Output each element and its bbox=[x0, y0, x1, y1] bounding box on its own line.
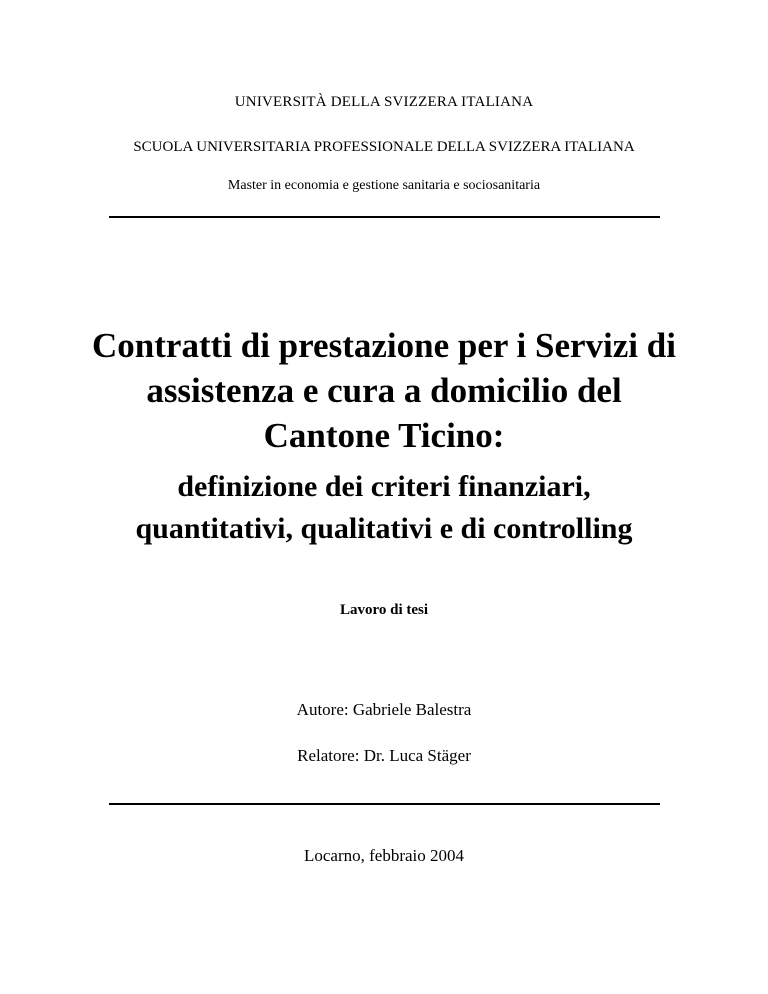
bottom-divider bbox=[109, 803, 660, 805]
author: Autore: Gabriele Balestra bbox=[296, 700, 472, 719]
school-name: SCUOLA UNIVERSITARIA PROFESSIONALE DELLA SVIZZERA ITALIANA bbox=[133, 139, 635, 155]
university-name: UNIVERSITÀ DELLA SVIZZERA ITALIANA bbox=[234, 94, 534, 110]
thesis-subtitle-line: definizione dei criteri finanziari, bbox=[177, 470, 591, 503]
advisor: Relatore: Dr. Luca Stäger bbox=[297, 746, 471, 765]
thesis-title-line: assistenza e cura a domicilio del bbox=[146, 371, 622, 410]
thesis-title-line: Contratti di prestazione per i Servizi di bbox=[92, 326, 676, 365]
place-and-date: Locarno, febbraio 2004 bbox=[303, 846, 465, 865]
document-type: Lavoro di tesi bbox=[339, 602, 429, 618]
thesis-subtitle-line: quantitativi, qualitativi e di controlling bbox=[135, 512, 633, 545]
thesis-subtitle bbox=[0, 466, 768, 550]
thesis-title bbox=[0, 323, 768, 458]
program-name: Master in economia e gestione sanitaria e sociosanitaria bbox=[227, 178, 541, 193]
top-divider bbox=[109, 216, 660, 218]
thesis-title-line: Cantone Ticino: bbox=[263, 416, 505, 455]
